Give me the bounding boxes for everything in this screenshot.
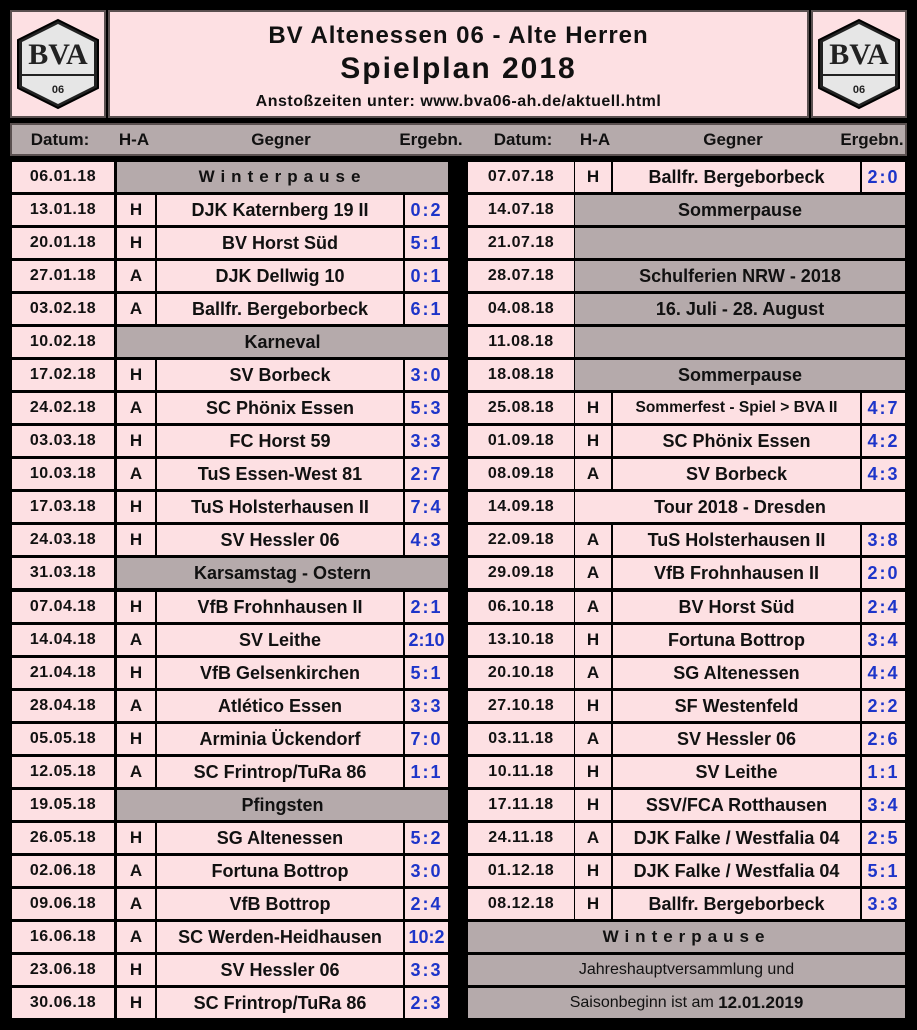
left-row-home-away: A: [117, 856, 155, 886]
left-row-opponent: SC Frintrop/TuRa 86: [157, 757, 403, 787]
left-row-date: 24.03.18: [12, 525, 114, 555]
right-row-opponent: SF Westenfeld: [613, 691, 860, 721]
right-row-result: 2:0: [862, 162, 905, 192]
col-date-right: Datum:: [493, 129, 553, 149]
left-row-date: 13.01.18: [12, 195, 114, 225]
left-row-result: 2:3: [405, 988, 448, 1018]
right-row-date: 08.09.18: [468, 459, 574, 489]
right-row-note: Sommerpause: [575, 360, 905, 390]
right-row-home-away: A: [575, 658, 611, 688]
logo-text-right: BVA: [829, 38, 889, 71]
right-row-opponent: VfB Frohnhausen II: [613, 558, 860, 588]
header-banner: [108, 10, 809, 118]
left-row-date: 24.02.18: [12, 393, 114, 423]
right-row-date: 11.08.18: [468, 327, 574, 357]
left-row-home-away: H: [117, 492, 155, 522]
right-row-home-away: H: [575, 889, 611, 919]
left-row-home-away: A: [117, 294, 155, 324]
left-row-result: 2:4: [405, 889, 448, 919]
right-row-home-away: H: [575, 162, 611, 192]
right-row-home-away: H: [575, 426, 611, 456]
left-row-opponent: BV Horst Süd: [157, 228, 403, 258]
right-row-opponent: SC Phönix Essen: [613, 426, 860, 456]
left-row-home-away: H: [117, 360, 155, 390]
right-row-result: 3:3: [862, 889, 905, 919]
col-date-left: Datum:: [30, 129, 90, 149]
left-row-opponent: Arminia Ückendorf: [157, 724, 403, 754]
right-row-result: 2:4: [862, 592, 905, 622]
left-row-opponent: SV Borbeck: [157, 360, 403, 390]
right-row-date: 25.08.18: [468, 393, 574, 423]
season-start-date: 12.01.2019: [718, 993, 804, 1012]
left-row-date: 12.05.18: [12, 757, 114, 787]
right-row-opponent: SV Hessler 06: [613, 724, 860, 754]
right-row-home-away: A: [575, 558, 611, 588]
left-row-result: 2:10: [405, 625, 448, 655]
left-row-date: 02.06.18: [12, 856, 114, 886]
left-row-date: 05.05.18: [12, 724, 114, 754]
left-row-opponent: SC Werden-Heidhausen: [157, 922, 403, 952]
right-row-date: 27.10.18: [468, 691, 574, 721]
right-row-date: 17.11.18: [468, 790, 574, 820]
left-row-opponent: Ballfr. Bergeborbeck: [157, 294, 403, 324]
right-row-result: 4:3: [862, 459, 905, 489]
left-row-result: 2:1: [405, 592, 448, 622]
club-logo-right: [811, 10, 907, 118]
left-row-opponent: VfB Gelsenkirchen: [157, 658, 403, 688]
right-row-date: 14.09.18: [468, 492, 574, 522]
col-opponent-right: Gegner: [703, 129, 763, 149]
col-result-right: Ergebn.: [840, 129, 904, 149]
left-row-home-away: H: [117, 658, 155, 688]
right-row-date: 29.09.18: [468, 558, 574, 588]
kickoff-note: Anstoßzeiten unter: www.bva06-ah.de/aktuell.html: [255, 93, 662, 110]
right-row-note: Tour 2018 - Dresden: [575, 492, 905, 522]
left-row-date: 31.03.18: [12, 558, 114, 588]
left-row-home-away: H: [117, 955, 155, 985]
col-ha-right: H-A: [579, 129, 611, 149]
logo-year-right: 06: [852, 84, 866, 96]
right-row-opponent: Ballfr. Bergeborbeck: [613, 889, 860, 919]
left-row-result: 5:2: [405, 823, 448, 853]
right-row-date: 04.08.18: [468, 294, 574, 324]
left-row-date: 07.04.18: [12, 592, 114, 622]
season-start-label: Saisonbeginn ist am: [569, 994, 719, 1011]
right-row-result: 2:0: [862, 558, 905, 588]
left-row-opponent: SG Altenessen: [157, 823, 403, 853]
right-footer-note: Jahreshauptversammlung und: [468, 955, 905, 985]
right-row-home-away: H: [575, 856, 611, 886]
left-row-date: 14.04.18: [12, 625, 114, 655]
left-row-date: 19.05.18: [12, 790, 114, 820]
right-row-note: Sommerpause: [575, 195, 905, 225]
right-row-result: 4:4: [862, 658, 905, 688]
left-row-home-away: A: [117, 459, 155, 489]
right-row-result: 2:6: [862, 724, 905, 754]
left-row-opponent: SV Leithe: [157, 625, 403, 655]
left-row-result: 3:0: [405, 856, 448, 886]
right-row-opponent: SV Leithe: [613, 757, 860, 787]
right-row-result: 2:2: [862, 691, 905, 721]
left-row-opponent: VfB Bottrop: [157, 889, 403, 919]
right-row-date: 06.10.18: [468, 592, 574, 622]
right-row-result: 3:8: [862, 525, 905, 555]
left-row-result: 7:4: [405, 492, 448, 522]
left-row-result: 2:7: [405, 459, 448, 489]
club-name: BV Altenessen 06 - Alte Herren: [268, 22, 649, 49]
left-row-note: Winterpause: [117, 162, 448, 192]
left-row-home-away: A: [117, 261, 155, 291]
left-row-home-away: H: [117, 988, 155, 1018]
left-row-date: 10.02.18: [12, 327, 114, 357]
left-row-home-away: A: [117, 691, 155, 721]
right-row-home-away: H: [575, 790, 611, 820]
right-row-date: 24.11.18: [468, 823, 574, 853]
left-row-home-away: H: [117, 823, 155, 853]
right-row-note: [575, 228, 905, 258]
left-row-home-away: H: [117, 525, 155, 555]
left-row-opponent: SV Hessler 06: [157, 955, 403, 985]
left-row-opponent: VfB Frohnhausen II: [157, 592, 403, 622]
right-row-result: 1:1: [862, 757, 905, 787]
right-row-date: 08.12.18: [468, 889, 574, 919]
right-row-result: 3:4: [862, 790, 905, 820]
right-row-date: 01.09.18: [468, 426, 574, 456]
left-row-date: 17.02.18: [12, 360, 114, 390]
club-logo-left: [10, 10, 106, 118]
left-row-date: 27.01.18: [12, 261, 114, 291]
col-opponent-left: Gegner: [251, 129, 311, 149]
left-row-home-away: A: [117, 757, 155, 787]
logo-text-left: BVA: [28, 38, 88, 71]
logo-year-left: 06: [51, 84, 65, 96]
left-row-opponent: TuS Holsterhausen II: [157, 492, 403, 522]
left-row-opponent: Atlético Essen: [157, 691, 403, 721]
left-row-opponent: SV Hessler 06: [157, 525, 403, 555]
left-row-result: 1:1: [405, 757, 448, 787]
right-row-date: 13.10.18: [468, 625, 574, 655]
left-row-date: 17.03.18: [12, 492, 114, 522]
left-row-result: 0:2: [405, 195, 448, 225]
left-row-result: 5:1: [405, 658, 448, 688]
right-row-opponent: SG Altenessen: [613, 658, 860, 688]
left-row-date: 26.05.18: [12, 823, 114, 853]
bva-shield-icon: [817, 18, 901, 110]
right-row-date: 03.11.18: [468, 724, 574, 754]
left-row-home-away: A: [117, 889, 155, 919]
right-row-date: 18.08.18: [468, 360, 574, 390]
right-row-home-away: H: [575, 393, 611, 423]
left-row-date: 30.06.18: [12, 988, 114, 1018]
right-row-result: 2:5: [862, 823, 905, 853]
left-row-opponent: DJK Katernberg 19 II: [157, 195, 403, 225]
left-row-date: 16.06.18: [12, 922, 114, 952]
column-header-bar: [10, 123, 907, 156]
left-row-result: 7:0: [405, 724, 448, 754]
bva-shield-icon: [16, 18, 100, 110]
right-row-note: 16. Juli - 28. August: [575, 294, 905, 324]
left-row-result: 5:1: [405, 228, 448, 258]
right-row-opponent: Sommerfest - Spiel > BVA II: [613, 393, 860, 423]
right-row-opponent: SV Borbeck: [613, 459, 860, 489]
right-row-opponent: DJK Falke / Westfalia 04: [613, 856, 860, 886]
left-row-result: 10:2: [405, 922, 448, 952]
right-row-home-away: H: [575, 757, 611, 787]
left-row-home-away: A: [117, 625, 155, 655]
right-row-result: 4:7: [862, 393, 905, 423]
right-row-date: 10.11.18: [468, 757, 574, 787]
left-row-opponent: FC Horst 59: [157, 426, 403, 456]
left-row-date: 06.01.18: [12, 162, 114, 192]
right-row-opponent: Fortuna Bottrop: [613, 625, 860, 655]
left-row-home-away: H: [117, 426, 155, 456]
left-row-home-away: A: [117, 393, 155, 423]
left-row-opponent: TuS Essen-West 81: [157, 459, 403, 489]
left-row-date: 23.06.18: [12, 955, 114, 985]
right-row-date: 21.07.18: [468, 228, 574, 258]
left-row-result: 0:1: [405, 261, 448, 291]
col-ha-left: H-A: [118, 129, 150, 149]
right-row-home-away: H: [575, 691, 611, 721]
right-row-home-away: H: [575, 625, 611, 655]
left-row-home-away: H: [117, 195, 155, 225]
right-row-opponent: TuS Holsterhausen II: [613, 525, 860, 555]
left-row-date: 20.01.18: [12, 228, 114, 258]
left-row-result: 3:3: [405, 955, 448, 985]
right-row-home-away: A: [575, 459, 611, 489]
right-row-date: 20.10.18: [468, 658, 574, 688]
left-row-date: 21.04.18: [12, 658, 114, 688]
left-row-opponent: SC Frintrop/TuRa 86: [157, 988, 403, 1018]
left-row-note: Karneval: [117, 327, 448, 357]
right-row-opponent: DJK Falke / Westfalia 04: [613, 823, 860, 853]
right-row-home-away: A: [575, 525, 611, 555]
right-row-home-away: A: [575, 724, 611, 754]
left-row-result: 3:3: [405, 691, 448, 721]
left-row-opponent: DJK Dellwig 10: [157, 261, 403, 291]
page-title: Spielplan 2018: [340, 52, 577, 85]
right-row-opponent: BV Horst Süd: [613, 592, 860, 622]
right-row-opponent: SSV/FCA Rotthausen: [613, 790, 860, 820]
left-row-result: 3:0: [405, 360, 448, 390]
col-result-left: Ergebn.: [399, 129, 463, 149]
right-row-result: 5:1: [862, 856, 905, 886]
left-row-result: 4:3: [405, 525, 448, 555]
left-row-date: 03.02.18: [12, 294, 114, 324]
left-row-date: 28.04.18: [12, 691, 114, 721]
right-footer-note: [468, 988, 905, 1018]
right-row-date: 07.07.18: [468, 162, 574, 192]
right-row-opponent: Ballfr. Bergeborbeck: [613, 162, 860, 192]
left-row-date: 09.06.18: [12, 889, 114, 919]
right-row-date: 14.07.18: [468, 195, 574, 225]
right-row-note: Schulferien NRW - 2018: [575, 261, 905, 291]
left-row-note: Karsamstag - Ostern: [117, 558, 448, 588]
left-row-home-away: H: [117, 592, 155, 622]
right-row-result: 3:4: [862, 625, 905, 655]
left-row-home-away: H: [117, 724, 155, 754]
right-row-home-away: A: [575, 823, 611, 853]
right-row-date: 28.07.18: [468, 261, 574, 291]
right-row-date: 01.12.18: [468, 856, 574, 886]
left-row-date: 10.03.18: [12, 459, 114, 489]
right-footer-note: Winterpause: [468, 922, 905, 952]
left-row-opponent: Fortuna Bottrop: [157, 856, 403, 886]
right-row-home-away: A: [575, 592, 611, 622]
left-row-result: 3:3: [405, 426, 448, 456]
left-row-home-away: A: [117, 922, 155, 952]
left-row-opponent: SC Phönix Essen: [157, 393, 403, 423]
right-row-result: 4:2: [862, 426, 905, 456]
left-row-date: 03.03.18: [12, 426, 114, 456]
left-row-note: Pfingsten: [117, 790, 448, 820]
left-row-home-away: H: [117, 228, 155, 258]
left-row-result: 6:1: [405, 294, 448, 324]
left-row-result: 5:3: [405, 393, 448, 423]
right-row-note: [575, 327, 905, 357]
right-row-date: 22.09.18: [468, 525, 574, 555]
